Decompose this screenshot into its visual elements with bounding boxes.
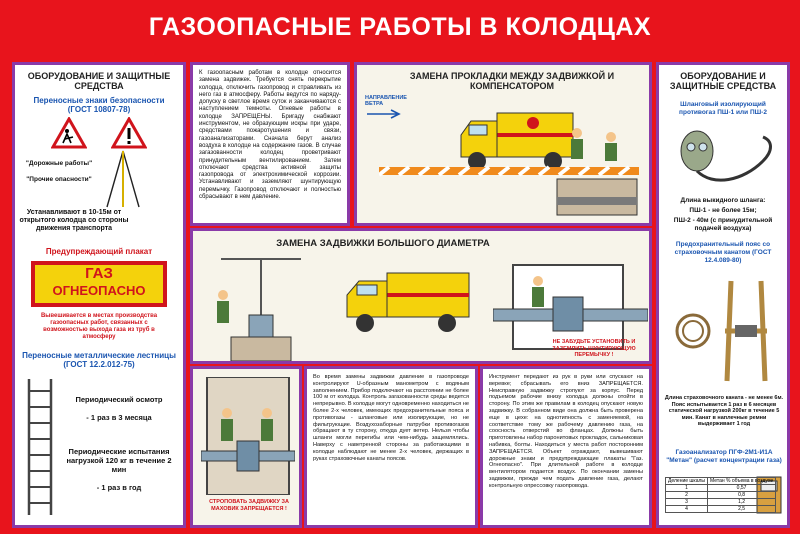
analyzer-title: Газоанализатор ПГФ-2М1-И1А "Метан" (расчет концентрации газа) [666, 449, 782, 464]
right-panel [656, 62, 790, 528]
other-dangers-sign-icon [111, 117, 147, 149]
gas-warning-plate [31, 261, 167, 307]
scene-mid-title: ЗАМЕНА ЗАДВИЖКИ БОЛЬШОГО ДИАМЕТРА [276, 238, 490, 249]
mask-title: Шланговый изолирующий противогаз ПШ-1 или ПШ-2 [679, 101, 767, 116]
table-row: 2 0,8 [666, 492, 776, 499]
plate-note: Вывешивается в местах производства газоопасных работ, связанных с возможностью выхода газа из труб в атмосферу [40, 313, 158, 340]
left-panel [12, 62, 186, 528]
belt-title: Предохранительный пояс со страховочным канатом (ГОСТ 12.4.089-80) [674, 241, 772, 264]
strop-prohibition-note: СТРОПОВАТЬ ЗАДВИЖКУ ЗА МАХОВИК ЗАПРЕЩАЕТСЯ ! [209, 499, 289, 512]
wind-arrow-icon [365, 109, 405, 119]
signs-title: Переносные знаки безопасности (ГОСТ 10807-78) [33, 96, 165, 114]
scene-well-section [190, 366, 302, 528]
table-row: 4 2,5 [666, 506, 776, 513]
poster-title: ГАЗООПАСНЫЕ РАБОТЫ В КОЛОДЦАХ [148, 13, 652, 41]
ground-jumper-note: НЕ ЗАБУДЬТЕ УСТАНОВИТЬ И ЗАЗЕМЛИТЬ ШУНТИРУЮЩУЮ ПЕРЕМЫЧКУ ! [552, 339, 636, 358]
right-header: ОБОРУДОВАНИЕ И ЗАЩИТНЫЕ СРЕДСТВА [669, 71, 777, 91]
table-head-methane: Метан % объема в воздухе [708, 478, 776, 485]
safety-belt-icon [669, 271, 783, 391]
rope-note: Длина страховочного каната - не менее 6м. Пояс испытывается 1 раз в 6 месяцев статической нагрузкой 200кг в течение 5 мин. Канат в наплечные ремни выдерживает 1 год [664, 395, 784, 427]
road-works-sign-icon [51, 117, 87, 149]
install-note: Устанавливают в 10-15м от открытого колодца со стороны движения транспорта [19, 209, 129, 232]
sign1-label: "Дорожные работы" [25, 160, 93, 167]
workers-at-pit-icon [547, 119, 647, 219]
warning-title: Предупреждающий плакат [45, 247, 153, 256]
inspection-period: - 1 раз в 3 месяца [86, 413, 152, 422]
wind-direction-label: НАПРАВЛЕНИЕ ВЕТРА [365, 95, 407, 107]
hose-ps1: ПШ-1 - не более 15м; [689, 207, 757, 214]
text-panel-1 [304, 366, 478, 528]
hose-ps2: ПШ-2 - 40м (с принудительной подачей воздуха) [673, 217, 773, 232]
table-head-division: Деление шкалы [666, 478, 708, 485]
text-panel-2 [480, 366, 652, 528]
table-row: 3 1,2 [666, 499, 776, 506]
scene-gasket-replacement [354, 62, 652, 226]
test-label: Периодические испытания нагрузкой 120 кг в течение 2 мин [66, 447, 172, 474]
table-row: 1 0,57 [666, 485, 776, 492]
ladders-title: Переносные металлические лестницы (ГОСТ 12.2.012-75) [22, 351, 176, 369]
ladder-icon [25, 377, 55, 517]
service-truck-icon [343, 267, 473, 337]
well-section-icon [201, 377, 295, 495]
intro-text: К газоопасным работам в колодце относится замена задвижек. Требуется снять перекрытие колодца, отключить газопровод и стравливать из него газ в атмосферу. Работы ведутся по наряду-допуску в светлое время суток и заканчиваются с наступлением темноты. Огневые работы в колодце ЗАПРЕЩЕНЫ. Бригаду снабжают инструментом, не образующим искры при ударе, средствами пожаротушения и связи, газоанализаторами. Сначала берут анализ воздуха в колодце на содержание газов. В случае загазованности колодец проветривают принудительным вентилированием. Затем отключают средства активной защиты газопровода от электрохимической коррозии. Устанавливают и заземляют шунтирующую перемычку. Газопровод отключают и полностью сбрасывают в нем давление. [199, 70, 341, 201]
valve-pressure-text: Во время замены задвижки давление в газопроводе контролируют U-образным манометром с водяным заполнением. Прибор подключают на расстоянии не более 100 м от колодца. Контроль загазованности среды ведется непрерывно. В колодце могут одновременно находиться не более 2-х человек, имеющих предохранительные пояса и противогазы - шланговые или изолирующие, но не фильтрующие. Воздухозаборные патрубки противогазов обращают в ту сторону, откуда дует ветер. Нельзя чтобы шланги могли перегибы или чем-нибудь защемлялись. Наверху с наветренной стороны за работающими в колодце наблюдают не менее 2-х человек, держащих в руках страховочные канаты поясов. [313, 374, 469, 462]
plate-line1: ГАЗ [85, 265, 113, 282]
sign-tripod-icon [103, 149, 143, 209]
gas-analyzer-table [665, 477, 776, 513]
scene-top-title: ЗАМЕНА ПРОКЛАДКИ МЕЖДУ ЗАДВИЖКОЙ И КОМПЕНСАТОРОМ [409, 71, 615, 91]
intro-text-panel [190, 62, 350, 226]
scene-valve-replacement [190, 228, 652, 364]
underground-pipe-icon [493, 261, 648, 351]
left-header: ОБОРУДОВАНИЕ И ЗАЩИТНЫЕ СРЕДСТВА [27, 71, 171, 91]
plate-line2: ОГНЕОПАСНО [52, 283, 146, 298]
sign2-label: "Прочие опасности" [26, 176, 92, 183]
gas-mask-icon [673, 121, 783, 191]
crane-lifting-valve-icon [201, 255, 321, 363]
inspection-label: Периодический осмотр [75, 395, 163, 404]
test-period: - 1 раз в год [96, 483, 142, 492]
tool-handling-text: Инструмент передают из рук в руки или спускают на веревке; сбрасывать его вниз ЗАПРЕЩАЕТСЯ. Неисправную задвижку стропуют за корпус. Перед подъемом рабочие внизу колодца должны отойти в сторону. По этим же правилам в колодец опускают новую задвижку. В собранном виде она должна быть проверена еще в цехе: на однотипность с заменяемой, на соответствие тому же рабочему давлению газа, на соосность отверстий во фланцах. Должны быть приготовлены набор паронитовых прокладок, сальниковая набивка, болты. Находиться у места работ посторонним ЗАПРЕЩАЕТСЯ. Объект ограждают, вывешивают дорожные знаки и предупреждающие плакаты "Газ. Огнеопасно". При длительной работе в колодце вентилятором подается воздух. По окончании замены задвижки, прежде чем подать давление газа, делают контрольную опрессовку газопровода. [489, 374, 643, 489]
hose-title: Длина выкидного шланга: [680, 197, 766, 204]
